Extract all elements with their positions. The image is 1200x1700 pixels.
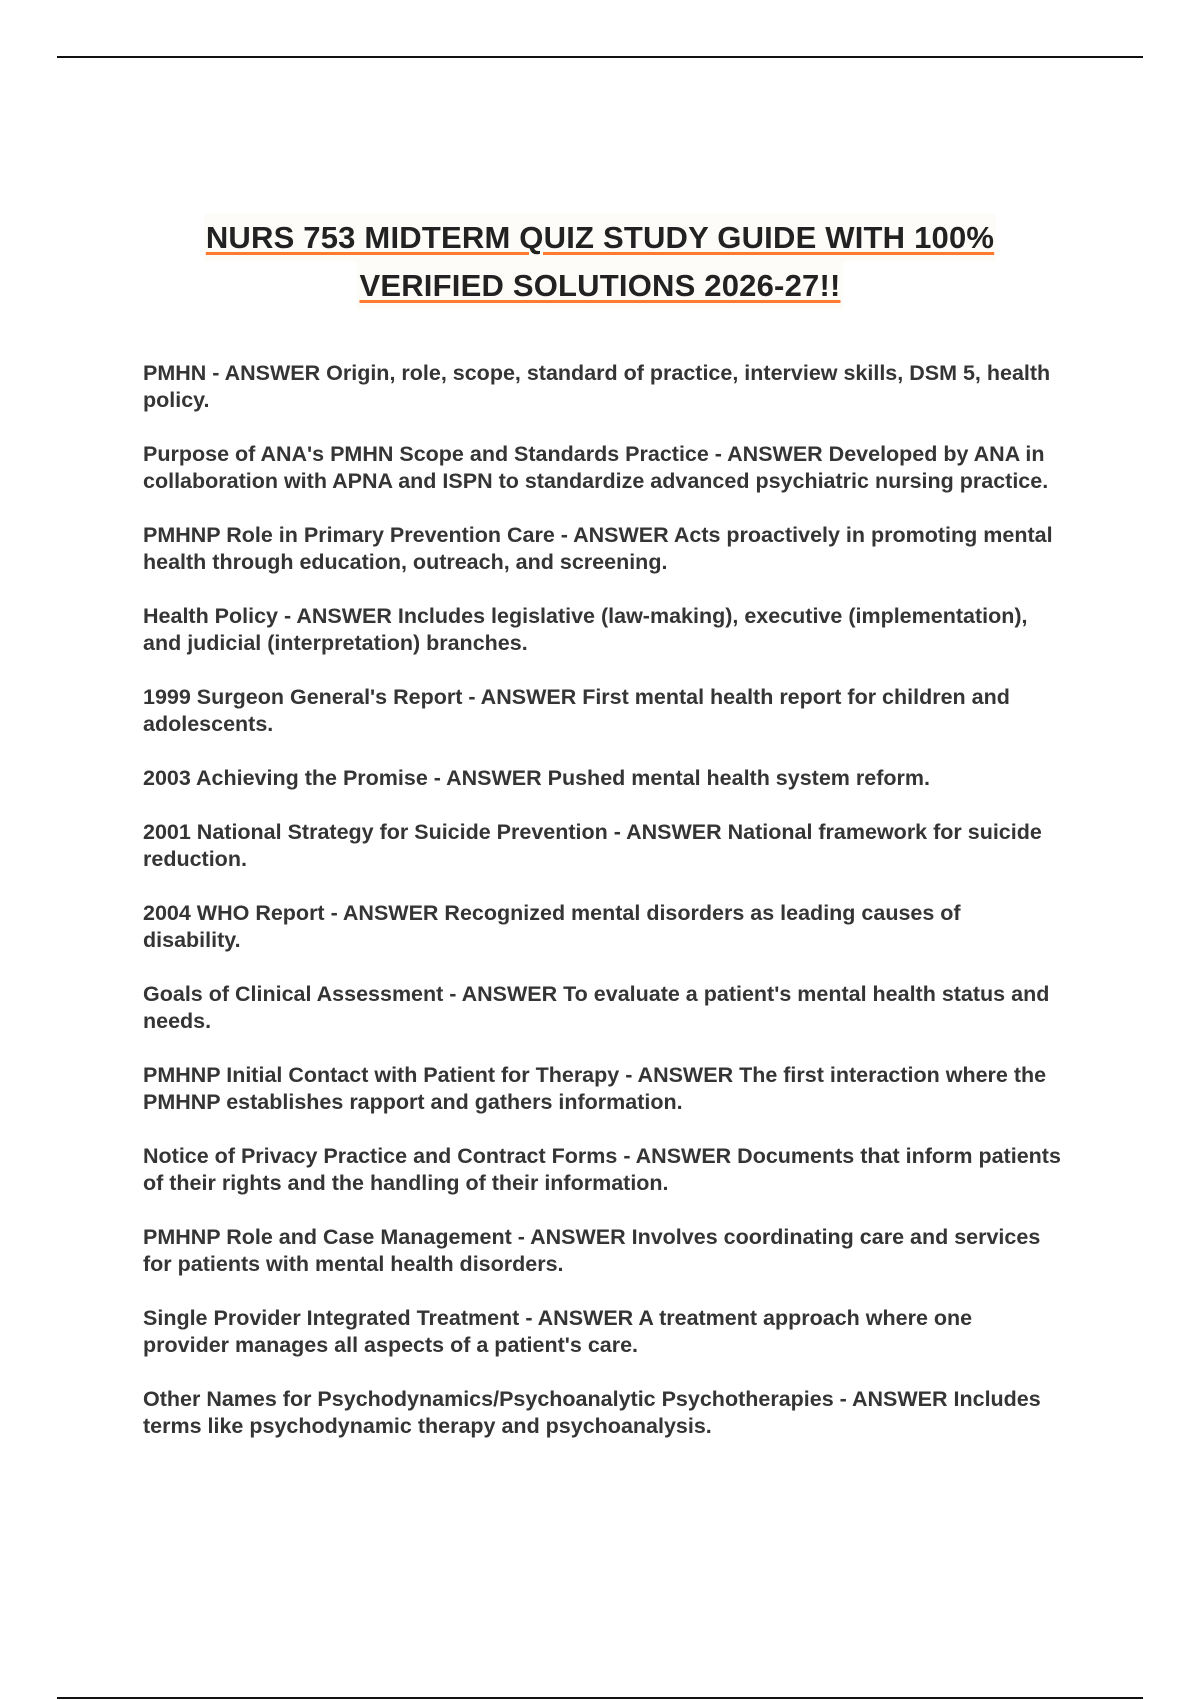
- document-title: [0, 214, 1200, 310]
- qa-item: PMHNP Initial Contact with Patient for Therapy - ANSWER The first interaction where the PMHNP establishes rapport and gathers information.: [143, 1063, 1047, 1114]
- qa-item: 2001 National Strategy for Suicide Prevention - ANSWER National framework for suicide reduction.: [143, 820, 1042, 871]
- qa-item: Health Policy - ANSWER Includes legislative (law-making), executive (implementation), and judicial (interpretation) branches.: [143, 604, 1028, 655]
- qa-item: 1999 Surgeon General's Report - ANSWER First mental health report for children and adolescents.: [143, 685, 1010, 736]
- qa-item: PMHNP Role and Case Management - ANSWER Involves coordinating care and services for patients with mental health disorders.: [143, 1225, 1041, 1276]
- title-line-1: NURS 753 MIDTERM QUIZ STUDY GUIDE WITH 100%: [204, 214, 996, 262]
- qa-item: Notice of Privacy Practice and Contract Forms - ANSWER Documents that inform patients of their rights and the handling of their information.: [143, 1144, 1061, 1195]
- qa-item: Goals of Clinical Assessment - ANSWER To evaluate a patient's mental health status and needs.: [143, 982, 1050, 1033]
- qa-list: [143, 360, 1063, 1467]
- footer-rule: [57, 1697, 1143, 1699]
- qa-item: PMHNP Role in Primary Prevention Care - ANSWER Acts proactively in promoting mental health through education, outreach, and screening.: [143, 523, 1053, 574]
- qa-item: Other Names for Psychodynamics/Psychoanalytic Psychotherapies - ANSWER Includes terms like psychodynamic therapy and psychoanalysis.: [143, 1387, 1041, 1438]
- header-rule: [57, 56, 1143, 58]
- qa-item: PMHN - ANSWER Origin, role, scope, standard of practice, interview skills, DSM 5, health policy.: [143, 361, 1051, 412]
- title-line-2: VERIFIED SOLUTIONS 2026-27!!: [357, 262, 842, 310]
- qa-item: Single Provider Integrated Treatment - ANSWER A treatment approach where one provider manages all aspects of a patient's care.: [143, 1306, 973, 1357]
- qa-item: 2004 WHO Report - ANSWER Recognized mental disorders as leading causes of disability.: [143, 901, 961, 952]
- qa-item: Purpose of ANA's PMHN Scope and Standards Practice - ANSWER Developed by ANA in collaboration with APNA and ISPN to standardize advanced psychiatric nursing practice.: [143, 442, 1049, 493]
- qa-item: 2003 Achieving the Promise - ANSWER Pushed mental health system reform.: [143, 766, 930, 790]
